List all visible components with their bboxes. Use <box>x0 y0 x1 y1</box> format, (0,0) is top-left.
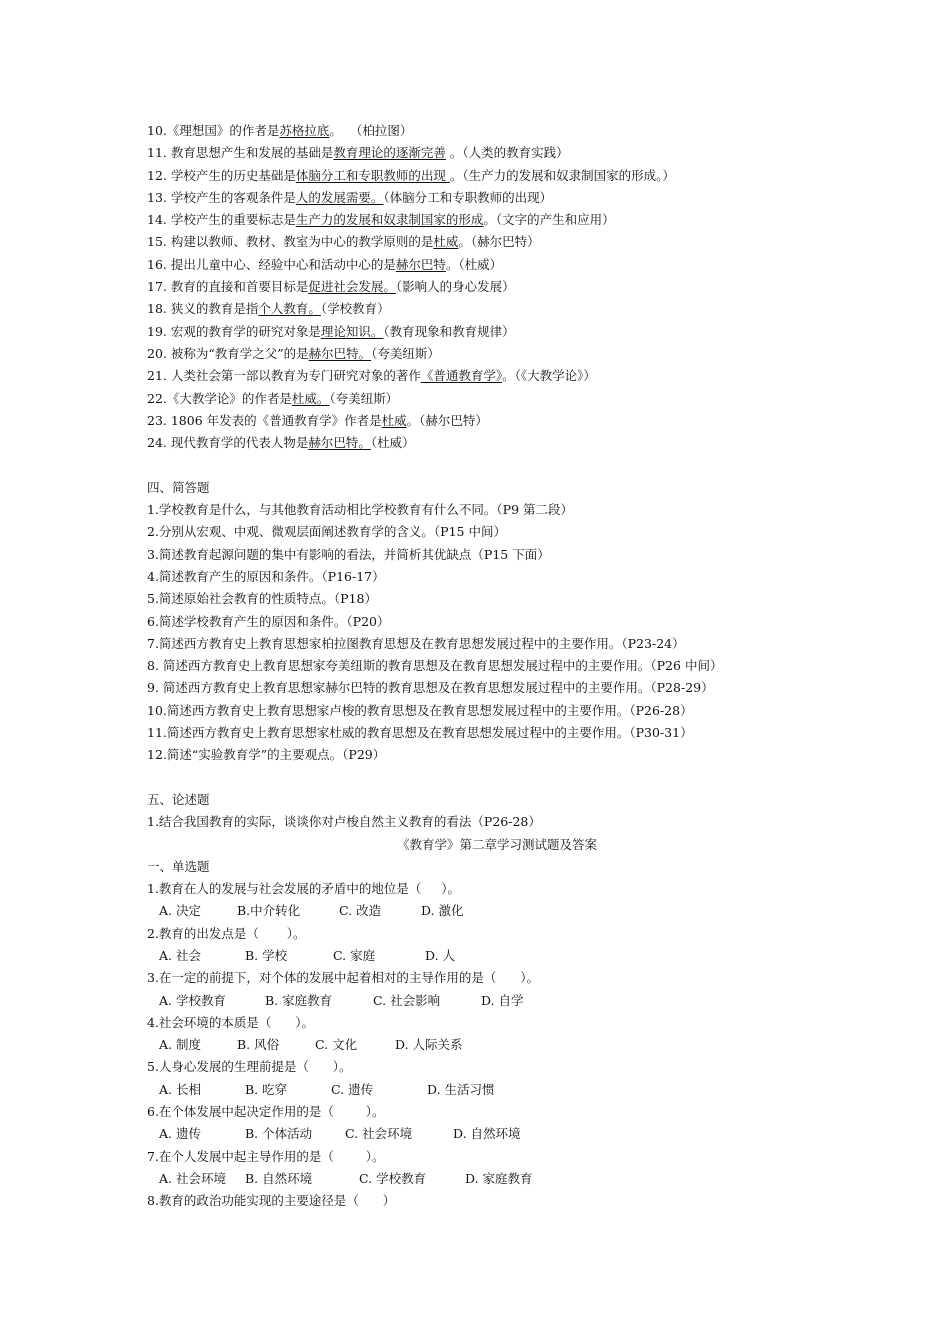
fill-in-section <box>147 120 847 454</box>
option: B. 个体活动 <box>245 1126 313 1142</box>
option-row <box>147 945 847 967</box>
option: B.中介转化 <box>237 903 301 919</box>
fill-item <box>147 388 847 410</box>
underlined-answer: 杜威 <box>381 412 407 428</box>
item-number: 18. <box>147 301 171 317</box>
underlined-answer: 体脑分工和专职教师的出现 <box>295 167 450 183</box>
short-answer-item: 9. 简述西方教育史上教育思想家赫尔巴特的教育思想及在教育思想发展过程中的主要作用。（P28-29） <box>147 680 714 696</box>
short-answer-item: 8. 简述西方教育史上教育思想家夸美纽斯的教育思想及在教育思想发展过程中的主要作用。（P26 中间） <box>147 658 723 674</box>
fill-item <box>147 231 847 253</box>
option: B. 家庭教育 <box>265 992 333 1008</box>
option: A. 决定 <box>159 903 201 919</box>
item-number: 20. <box>147 345 171 361</box>
item-correction: 。（《大教学论》） <box>502 368 596 384</box>
underlined-answer: 苏格拉底 <box>279 123 330 138</box>
fill-item <box>147 142 847 164</box>
single-choice-heading: 一、单选题 <box>147 858 210 874</box>
underlined-answer: 赫尔巴特。 <box>308 435 371 451</box>
short-answer-item: 1.学校教育是什么，与其他教育活动相比学校教育有什么不同。（P9 第二段） <box>147 502 574 518</box>
item-number: 12. <box>147 167 171 183</box>
item-correction: （体脑分工和专职教师的出现） <box>383 189 553 205</box>
underlined-answer: 促进社会发展。 <box>308 279 396 295</box>
option: A. 学校教育 <box>159 992 226 1008</box>
item-correction: 。（杜威） <box>445 256 503 272</box>
item-correction: 。（生产力的发展和奴隶制国家的形成。） <box>449 167 675 183</box>
underlined-answer: 理论知识。 <box>320 323 384 339</box>
fill-item <box>147 254 847 276</box>
underlined-answer: 生产力的发展和奴隶制国家的形成 <box>295 212 484 228</box>
fill-item <box>147 209 847 231</box>
short-answer-item: 3.简述教育起源问题的集中有影响的看法，并简析其优缺点（P15 下面） <box>147 546 550 562</box>
spacer <box>147 767 847 789</box>
single-choice-list <box>147 878 847 1212</box>
short-answer-item: 12.简述“实验教育学”的主要观点。（P29） <box>147 747 386 763</box>
item-text: 现代教育学的代表人物是 <box>170 435 309 451</box>
essay-list <box>147 811 847 833</box>
item-correction: 。（人类的教育实践） <box>445 145 569 161</box>
item-text: 狭义的教育是指 <box>170 301 259 317</box>
option-row <box>147 990 847 1012</box>
short-answer-item: 6.简述学校教育产生的原因和条件。（P20） <box>147 613 390 629</box>
option: A. 遗传 <box>159 1126 201 1142</box>
item-correction: 。（文字的产生和应用） <box>483 212 615 228</box>
item-number: 13. <box>147 189 171 205</box>
item-text: 提出儿童中心、经验中心和活动中心的是 <box>170 256 396 272</box>
item-correction: 。（赫尔巴特） <box>406 412 488 428</box>
spacer <box>147 454 847 476</box>
item-number: 23. <box>147 412 171 428</box>
fill-item <box>147 298 847 320</box>
fill-item <box>147 120 847 142</box>
item-text: 《大教学论》的作者是 <box>166 390 292 406</box>
option: D. 激化 <box>421 903 464 919</box>
option: C. 文化 <box>315 1037 358 1053</box>
option: D. 家庭教育 <box>465 1170 533 1186</box>
item-text: 教育的直接和首要目标是 <box>170 279 309 295</box>
short-answer-heading: 四、简答题 <box>147 479 210 495</box>
underlined-answer: 教育理论的逐渐完善 <box>333 145 446 161</box>
fill-item <box>147 432 847 454</box>
option: D. 人 <box>425 947 456 963</box>
item-correction: （教育现象和教育规律） <box>383 323 515 339</box>
short-answer-section <box>147 477 847 767</box>
item-correction: 。（赫尔巴特） <box>458 234 540 250</box>
essay-item: 1.结合我国教育的实际，谈谈你对卢梭自然主义教育的看法（P26-28） <box>147 814 541 830</box>
option: A. 社会 <box>159 947 201 963</box>
fill-item <box>147 321 847 343</box>
short-answer-item: 4.简述教育产生的原因和条件。（P16-17） <box>147 568 385 584</box>
item-number: 15. <box>147 234 171 250</box>
option: C. 改造 <box>339 903 382 919</box>
item-correction: （杜威） <box>370 435 415 451</box>
item-text: 学校产生的重要标志是 <box>170 212 296 228</box>
item-text: 宏观的教育学的研究对象是 <box>170 323 321 339</box>
option: C. 遗传 <box>331 1081 374 1097</box>
option: C. 社会环境 <box>345 1126 413 1142</box>
item-correction: （夸美纽斯） <box>371 345 440 361</box>
underlined-answer: 杜威。 <box>291 390 330 406</box>
option: A. 社会环境 <box>159 1170 226 1186</box>
option: B. 自然环境 <box>245 1170 313 1186</box>
fill-item <box>147 343 847 365</box>
option: B. 学校 <box>245 947 288 963</box>
option: C. 社会影响 <box>373 992 441 1008</box>
item-text: 《理想国》的作者是 <box>166 123 280 138</box>
option-row <box>147 1034 847 1056</box>
item-number: 19. <box>147 323 171 339</box>
option: D. 人际关系 <box>395 1037 463 1053</box>
item-correction: （学校教育） <box>320 301 390 317</box>
item-correction: （影响人的身心发展） <box>395 279 515 295</box>
question-text: 4.社会环境的本质是（ ）。 <box>147 1014 315 1030</box>
item-text: 1806 年发表的《普通教育学》作者是 <box>170 412 382 428</box>
short-answer-item: 10.简述西方教育史上教育思想家卢梭的教育思想及在教育思想发展过程中的主要作用。（P26-28） <box>147 702 693 718</box>
option: D. 自然环境 <box>453 1126 521 1142</box>
option-row <box>147 1168 847 1190</box>
short-answer-list <box>147 499 847 767</box>
short-answer-item: 7.简述西方教育史上教育思想家柏拉图教育思想及在教育思想发展过程中的主要作用。（P23-24） <box>147 635 685 651</box>
question-text: 1.教育在人的发展与社会发展的矛盾中的地位是（ ）。 <box>147 881 461 897</box>
underlined-answer: 杜威 <box>433 234 459 250</box>
item-number: 17. <box>147 279 171 295</box>
option: C. 家庭 <box>333 947 376 963</box>
question-text: 2.教育的出发点是（ ）。 <box>147 925 306 941</box>
item-text: 人类社会第一部以教育为专门研究对象的著作 <box>170 368 421 384</box>
option-row <box>147 1123 847 1145</box>
item-number: 21. <box>147 368 171 384</box>
essay-heading: 五、论述题 <box>147 791 210 807</box>
underlined-answer: 《普通教育学》 <box>420 368 503 384</box>
short-answer-item: 11.简述西方教育史上教育思想家杜威的教育思想及在教育思想发展过程中的主要作用。（P30-31） <box>147 725 693 741</box>
option: C. 学校教育 <box>359 1170 427 1186</box>
option: A. 长相 <box>159 1081 201 1097</box>
fill-item <box>147 187 847 209</box>
option-row <box>147 1079 847 1101</box>
fill-item <box>147 165 847 187</box>
option: D. 自学 <box>481 992 524 1008</box>
item-number: 16. <box>147 256 171 272</box>
item-number: 11. <box>147 145 171 161</box>
item-number: 10. <box>147 123 167 138</box>
underlined-answer: 赫尔巴特。 <box>308 345 372 361</box>
document-content <box>147 120 847 1213</box>
question-text: 7.在个人发展中起主导作用的是（ ）。 <box>147 1148 385 1164</box>
item-text: 学校产生的历史基础是 <box>170 167 296 183</box>
single-choice-section <box>147 856 847 1213</box>
item-text: 构建以教师、教材、教室为中心的教学原则的是 <box>170 234 434 250</box>
fill-item <box>147 276 847 298</box>
option: B. 风俗 <box>237 1037 280 1053</box>
fill-item <box>147 410 847 432</box>
question-text: 5.人身心发展的生理前提是（ ）。 <box>147 1059 352 1075</box>
item-text: 教育思想产生和发展的基础是 <box>170 145 334 161</box>
item-number: 24. <box>147 435 171 451</box>
question-text: 6.在个体发展中起决定作用的是（ ）。 <box>147 1104 385 1120</box>
item-text: 被称为“教育学之父”的是 <box>170 345 309 361</box>
item-number: 22. <box>147 390 167 406</box>
chapter-title: 《教育学》第二章学习测试题及答案 <box>396 836 597 852</box>
fill-item <box>147 365 847 387</box>
item-correction: 。 （柏拉图） <box>329 123 413 138</box>
item-text: 学校产生的客观条件是 <box>170 189 296 205</box>
underlined-answer: 个人教育。 <box>258 301 321 317</box>
essay-section <box>147 789 847 834</box>
short-answer-item: 2.分别从宏观、中观、微观层面阐述教育学的含义。（P15 中间） <box>147 524 506 540</box>
question-text: 3.在一定的前提下，对个体的发展中起着相对的主导作用的是（ ）。 <box>147 970 540 986</box>
item-correction: （夸美纽斯） <box>329 390 399 406</box>
option: B. 吃穿 <box>245 1081 288 1097</box>
item-number: 14. <box>147 212 171 228</box>
short-answer-item: 5.简述原始社会教育的性质特点。（P18） <box>147 591 377 607</box>
underlined-answer: 赫尔巴特 <box>395 256 446 272</box>
underlined-answer: 人的发展需要。 <box>295 189 384 205</box>
option: D. 生活习惯 <box>427 1081 495 1097</box>
question-text: 8.教育的政治功能实现的主要途径是（ ） <box>147 1193 396 1209</box>
option-row <box>147 900 847 922</box>
option: A. 制度 <box>159 1037 201 1053</box>
